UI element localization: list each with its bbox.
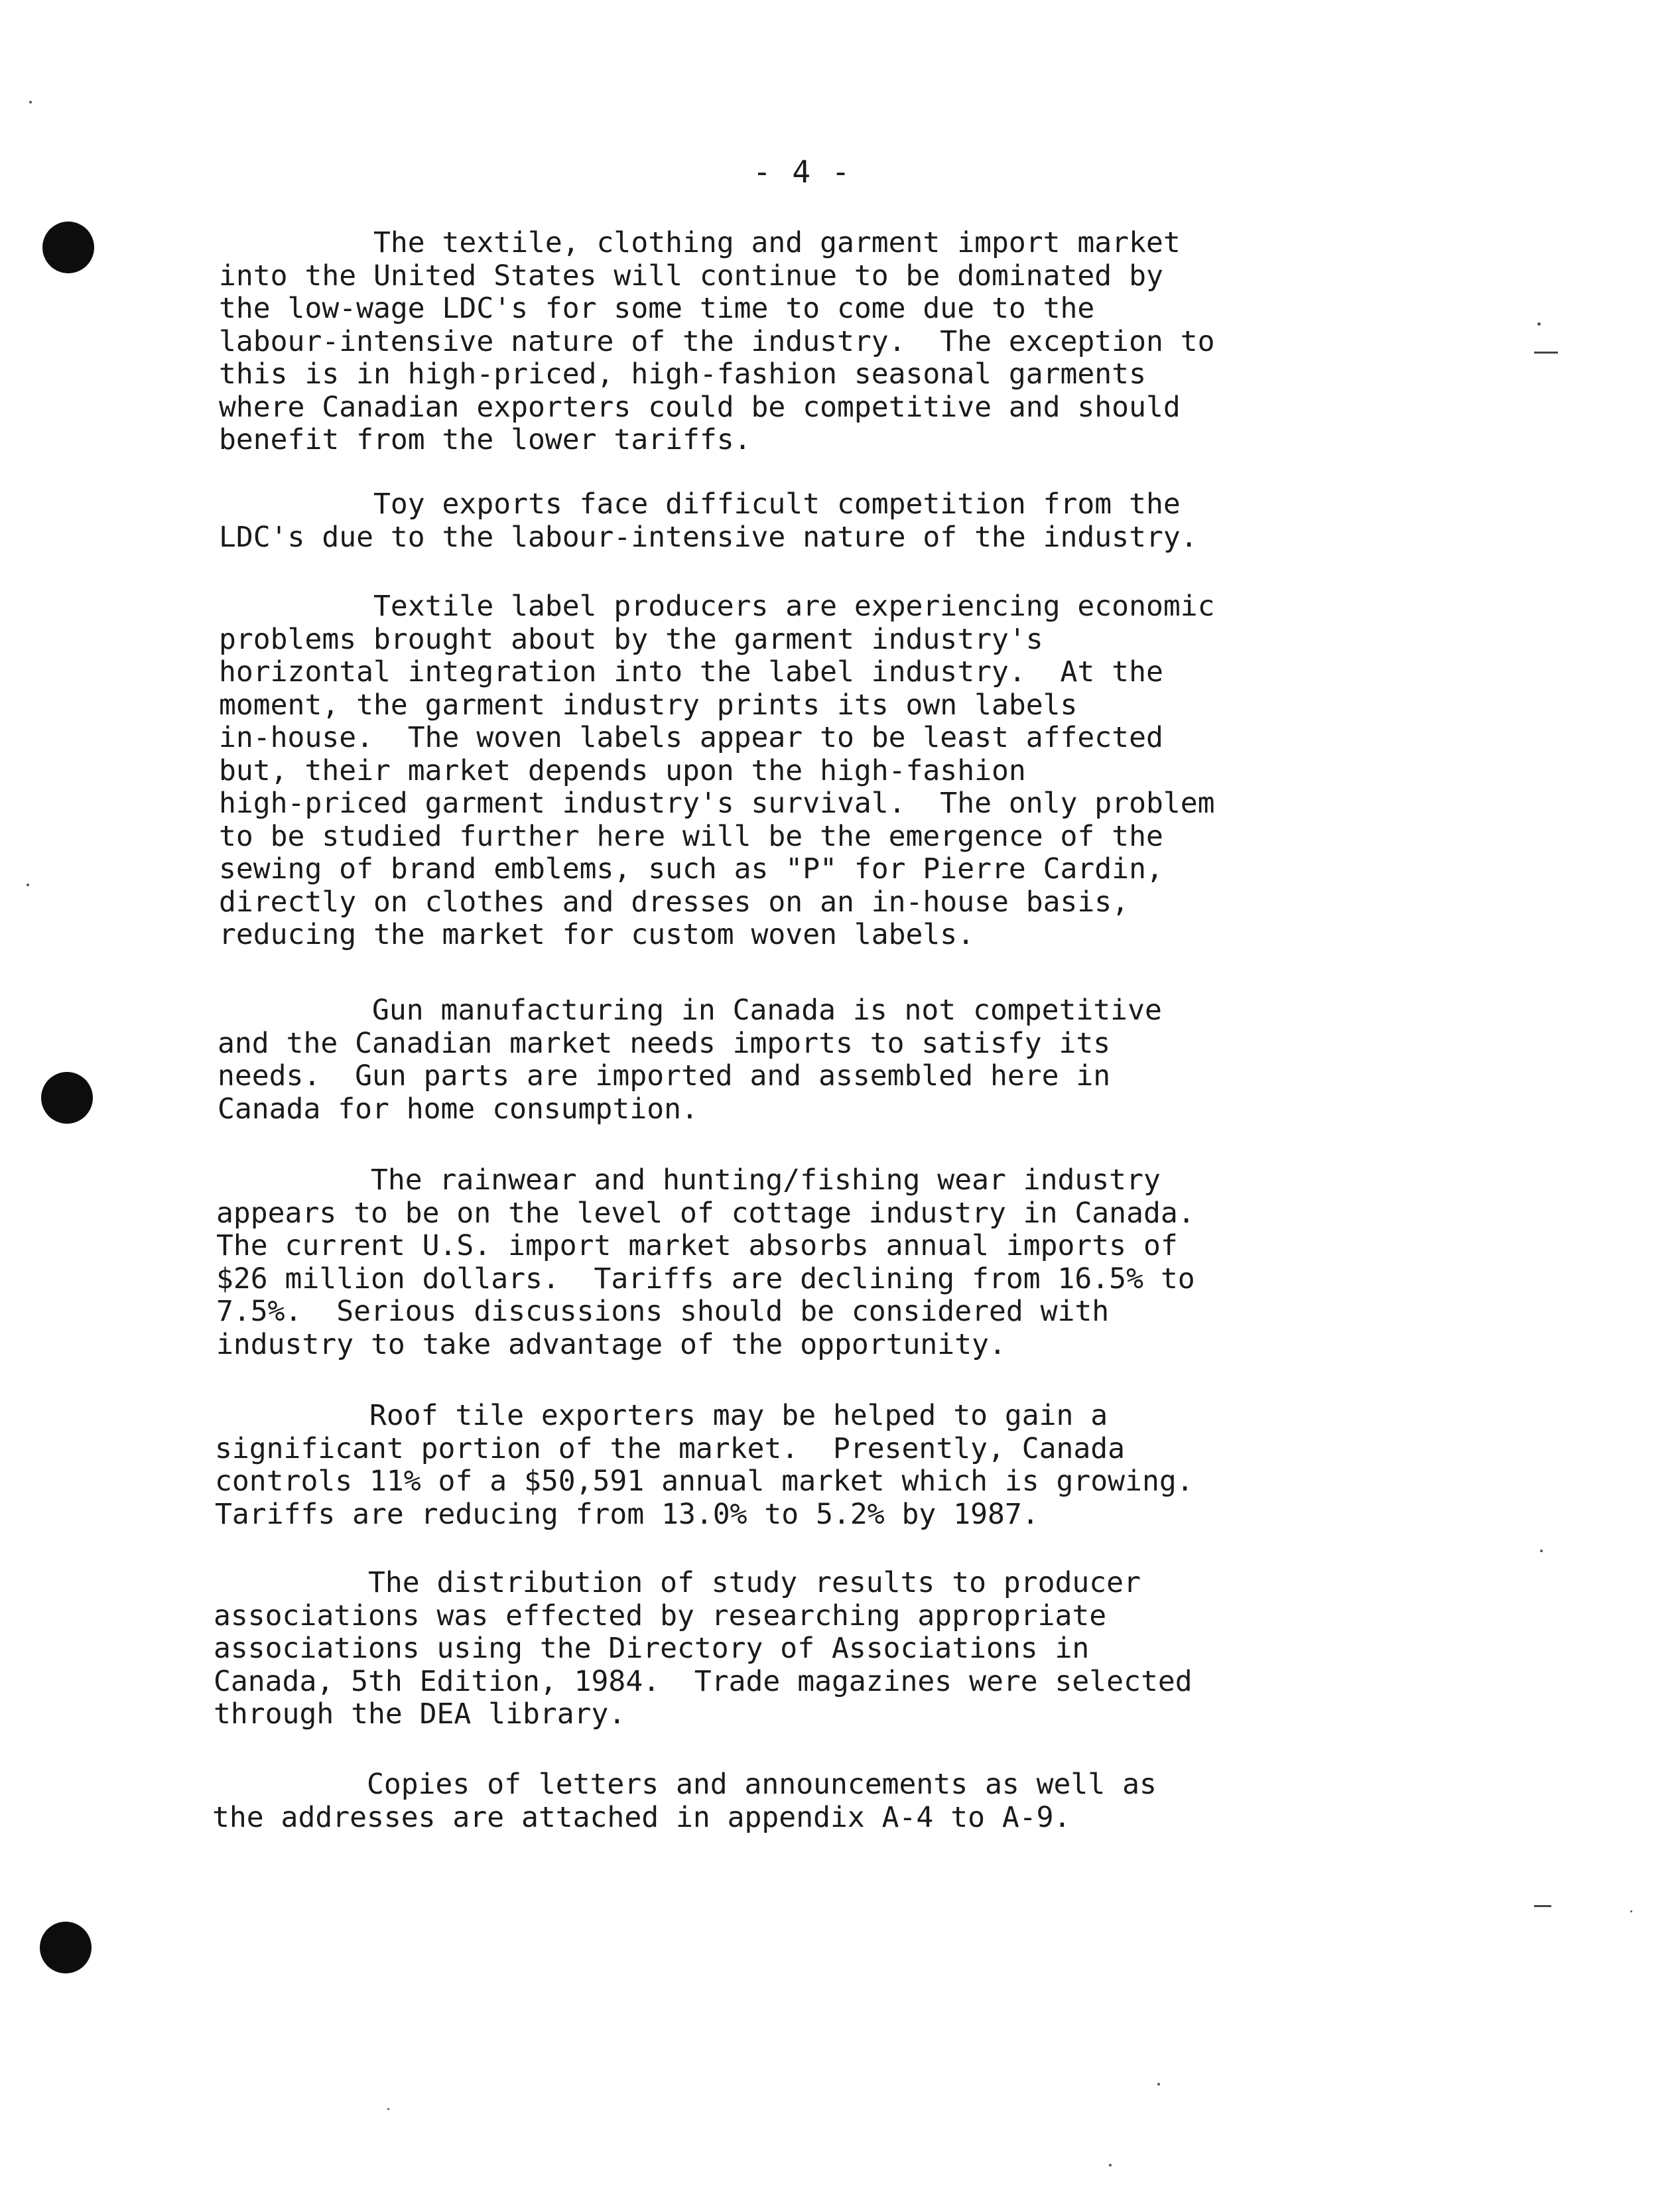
scan-speck bbox=[1109, 2164, 1112, 2166]
scan-speck bbox=[1540, 1550, 1543, 1552]
paragraph-distribution: The distribution of study results to producer associations was effected by researching appropriate associations using the Directory of Associations in Canada, 5th Edition, 1984. Trade magazines were selected through the DEA library. bbox=[214, 1566, 1193, 1731]
scan-speck bbox=[1630, 1910, 1632, 1912]
paragraph-textile-imports: The textile, clothing and garment import market into the United States will continue to be dominated by the low-wage LDC's for some time to come due to the labour-intensive nature of the industry. The exception to this is in high-priced, high-fashion seasonal garments where Canadian exporters could be competitive and should benefit from the lower tariffs. bbox=[219, 226, 1215, 456]
paragraph-toy-exports: Toy exports face difficult competition from the LDC's due to the labour-intensive nature of the industry. bbox=[219, 488, 1198, 554]
paragraph-textile-labels: Textile label producers are experiencing economic problems brought about by the garment industry's horizontal integration into the label industry. At the moment, the garment industry prints its own labels in-house. The woven labels appear to be least affected but, their market depends upon the high-fashion high-priced garment industry's survival. The only problem to be studied further here will be the emergence of the sewing of brand emblems, such as "P" for Pierre Cardin, directly on clothes and dresses on an in-house basis, reducing the market for custom woven labels. bbox=[219, 590, 1215, 951]
punch-hole-middle bbox=[41, 1072, 93, 1124]
scan-speck bbox=[387, 2108, 389, 2110]
punch-hole-top bbox=[42, 222, 94, 273]
paragraph-roof-tile: Roof tile exporters may be helped to gain a significant portion of the market. Presently, Canada controls 11% of a $50,591 annual market which is growing. Tariffs are reducing from 13.0% to 5.2% by 1987. bbox=[215, 1399, 1194, 1531]
paragraph-gun-manufacturing: Gun manufacturing in Canada is not competitive and the Canadian market needs imports to satisfy its needs. Gun parts are imported and assembled here in Canada for home consumption. bbox=[218, 994, 1162, 1126]
scan-speck bbox=[1157, 2083, 1160, 2086]
scan-speck bbox=[29, 101, 32, 103]
page-number: - 4 - bbox=[753, 154, 852, 190]
margin-mark bbox=[1534, 1905, 1551, 1907]
paragraph-copies: Copies of letters and announcements as well as the addresses are attached in appendix A-4 to A-9. bbox=[212, 1768, 1157, 1834]
margin-mark bbox=[1534, 352, 1558, 354]
punch-hole-bottom bbox=[40, 1922, 92, 1973]
scan-speck bbox=[1537, 322, 1541, 326]
paragraph-rainwear: The rainwear and hunting/fishing wear industry appears to be on the level of cottage industry in Canada. The current U.S. import market absorbs annual imports of $26 million dollars. Tariffs are declining from 16.5% to 7.5%. Serious discussions should be considered with industry to take advantage of the opportunity. bbox=[216, 1163, 1195, 1361]
scan-speck bbox=[27, 884, 29, 886]
